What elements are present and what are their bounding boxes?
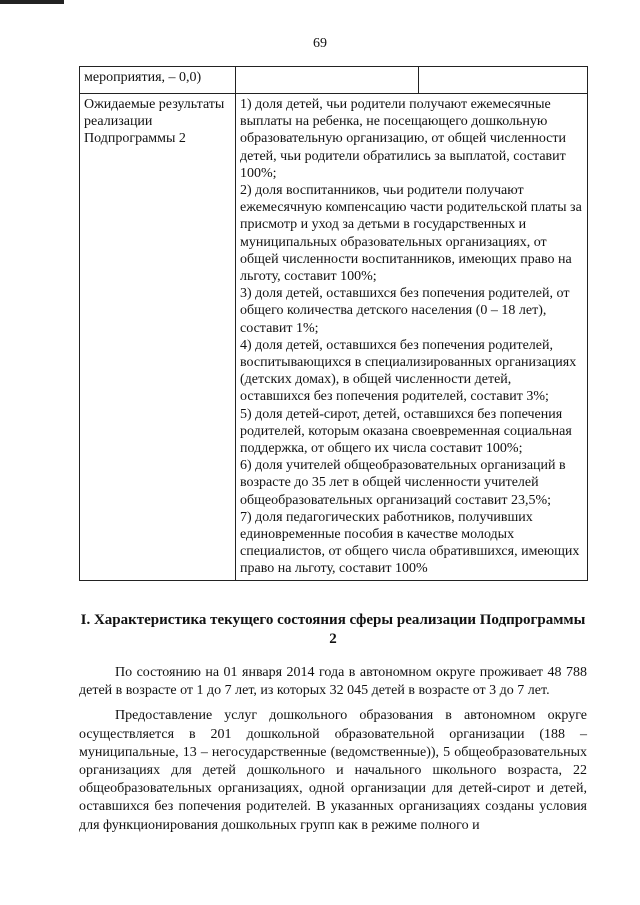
- list-item: 5) доля детей-сирот, детей, оставшихся без попечения родителей, которым оказана своевременная социальная поддержка, от общего их числа составит 100%;: [240, 406, 572, 457]
- list-item: 3) доля детей, оставшихся без попечения родителей, от общего количества детского населения (0 – 18 лет), составит 1%;: [240, 286, 570, 336]
- table-cell: мероприятия, – 0,0): [80, 67, 236, 94]
- paragraph: Предоставление услуг дошкольного образования в автономном округе осуществляется в 201 дошкольной образовательной организации (188 – муниципальные, 13 – негосударственные (ведомственные)), 5 общеобразовательных организациях для детей дошкольного и начального школьного возраста, 22 общеобразовательных организациях, одной организации для детей-сирот и детей, оставшихся без попечения родителей. В указанных организациях созданы условия для функционирования дошкольных групп как в режиме полного и: [79, 708, 587, 833]
- table-row: [80, 67, 588, 94]
- list-item: 1) доля детей, чьи родители получают ежемесячные выплаты на ребенка, не посещающего дошкольную образовательную организацию, от общей численности детей, чьи родители обратились за выплатой, составит 100%;: [240, 97, 566, 181]
- table-cell: [419, 67, 588, 94]
- paragraph: По состоянию на 01 января 2014 года в автономном округе проживает 48 788 детей в возрасте от 1 до 7 лет, из которых 32 045 детей в возрасте от 3 до 7 лет.: [79, 665, 587, 699]
- row-label: Ожидаемые результаты реализации Подпрограммы 2: [80, 94, 236, 581]
- table-row: [80, 94, 588, 581]
- list-item: 4) доля детей, оставшихся без попечения родителей, воспитывающихся в специализированных организациях (детских домах), в общей численности детей, оставшихся без попечения родителей, составит 3%;: [240, 337, 577, 405]
- list-item: 6) доля учителей общеобразовательных организаций в возрасте до 35 лет в общей численности учителей общеобразовательных организаций составит 23,5%;: [240, 458, 566, 508]
- section-title: I. Характеристика текущего состояния сферы реализации Подпрограммы 2: [80, 612, 586, 647]
- program-table: [79, 66, 588, 581]
- corner-mark: [0, 0, 64, 4]
- list-item: 2) доля воспитанников, чьи родители получают ежемесячную компенсацию части родительской платы за присмотр и уход за детьми в государственных и муниципальных образовательных организациях, от общей численности воспитанников, имеющих право на льготу, составит 100%;: [240, 183, 582, 285]
- list-item: 7) доля педагогических работников, получивших единовременные пособия в качестве молодых специалистов, от общего числа обратившихся, имеющих право на льготу, составит 100%: [240, 509, 580, 577]
- results-cell: [236, 94, 588, 581]
- body-text: [79, 664, 587, 842]
- page-number: 69: [313, 36, 327, 51]
- table-cell: [236, 67, 419, 94]
- results-list: [240, 96, 583, 578]
